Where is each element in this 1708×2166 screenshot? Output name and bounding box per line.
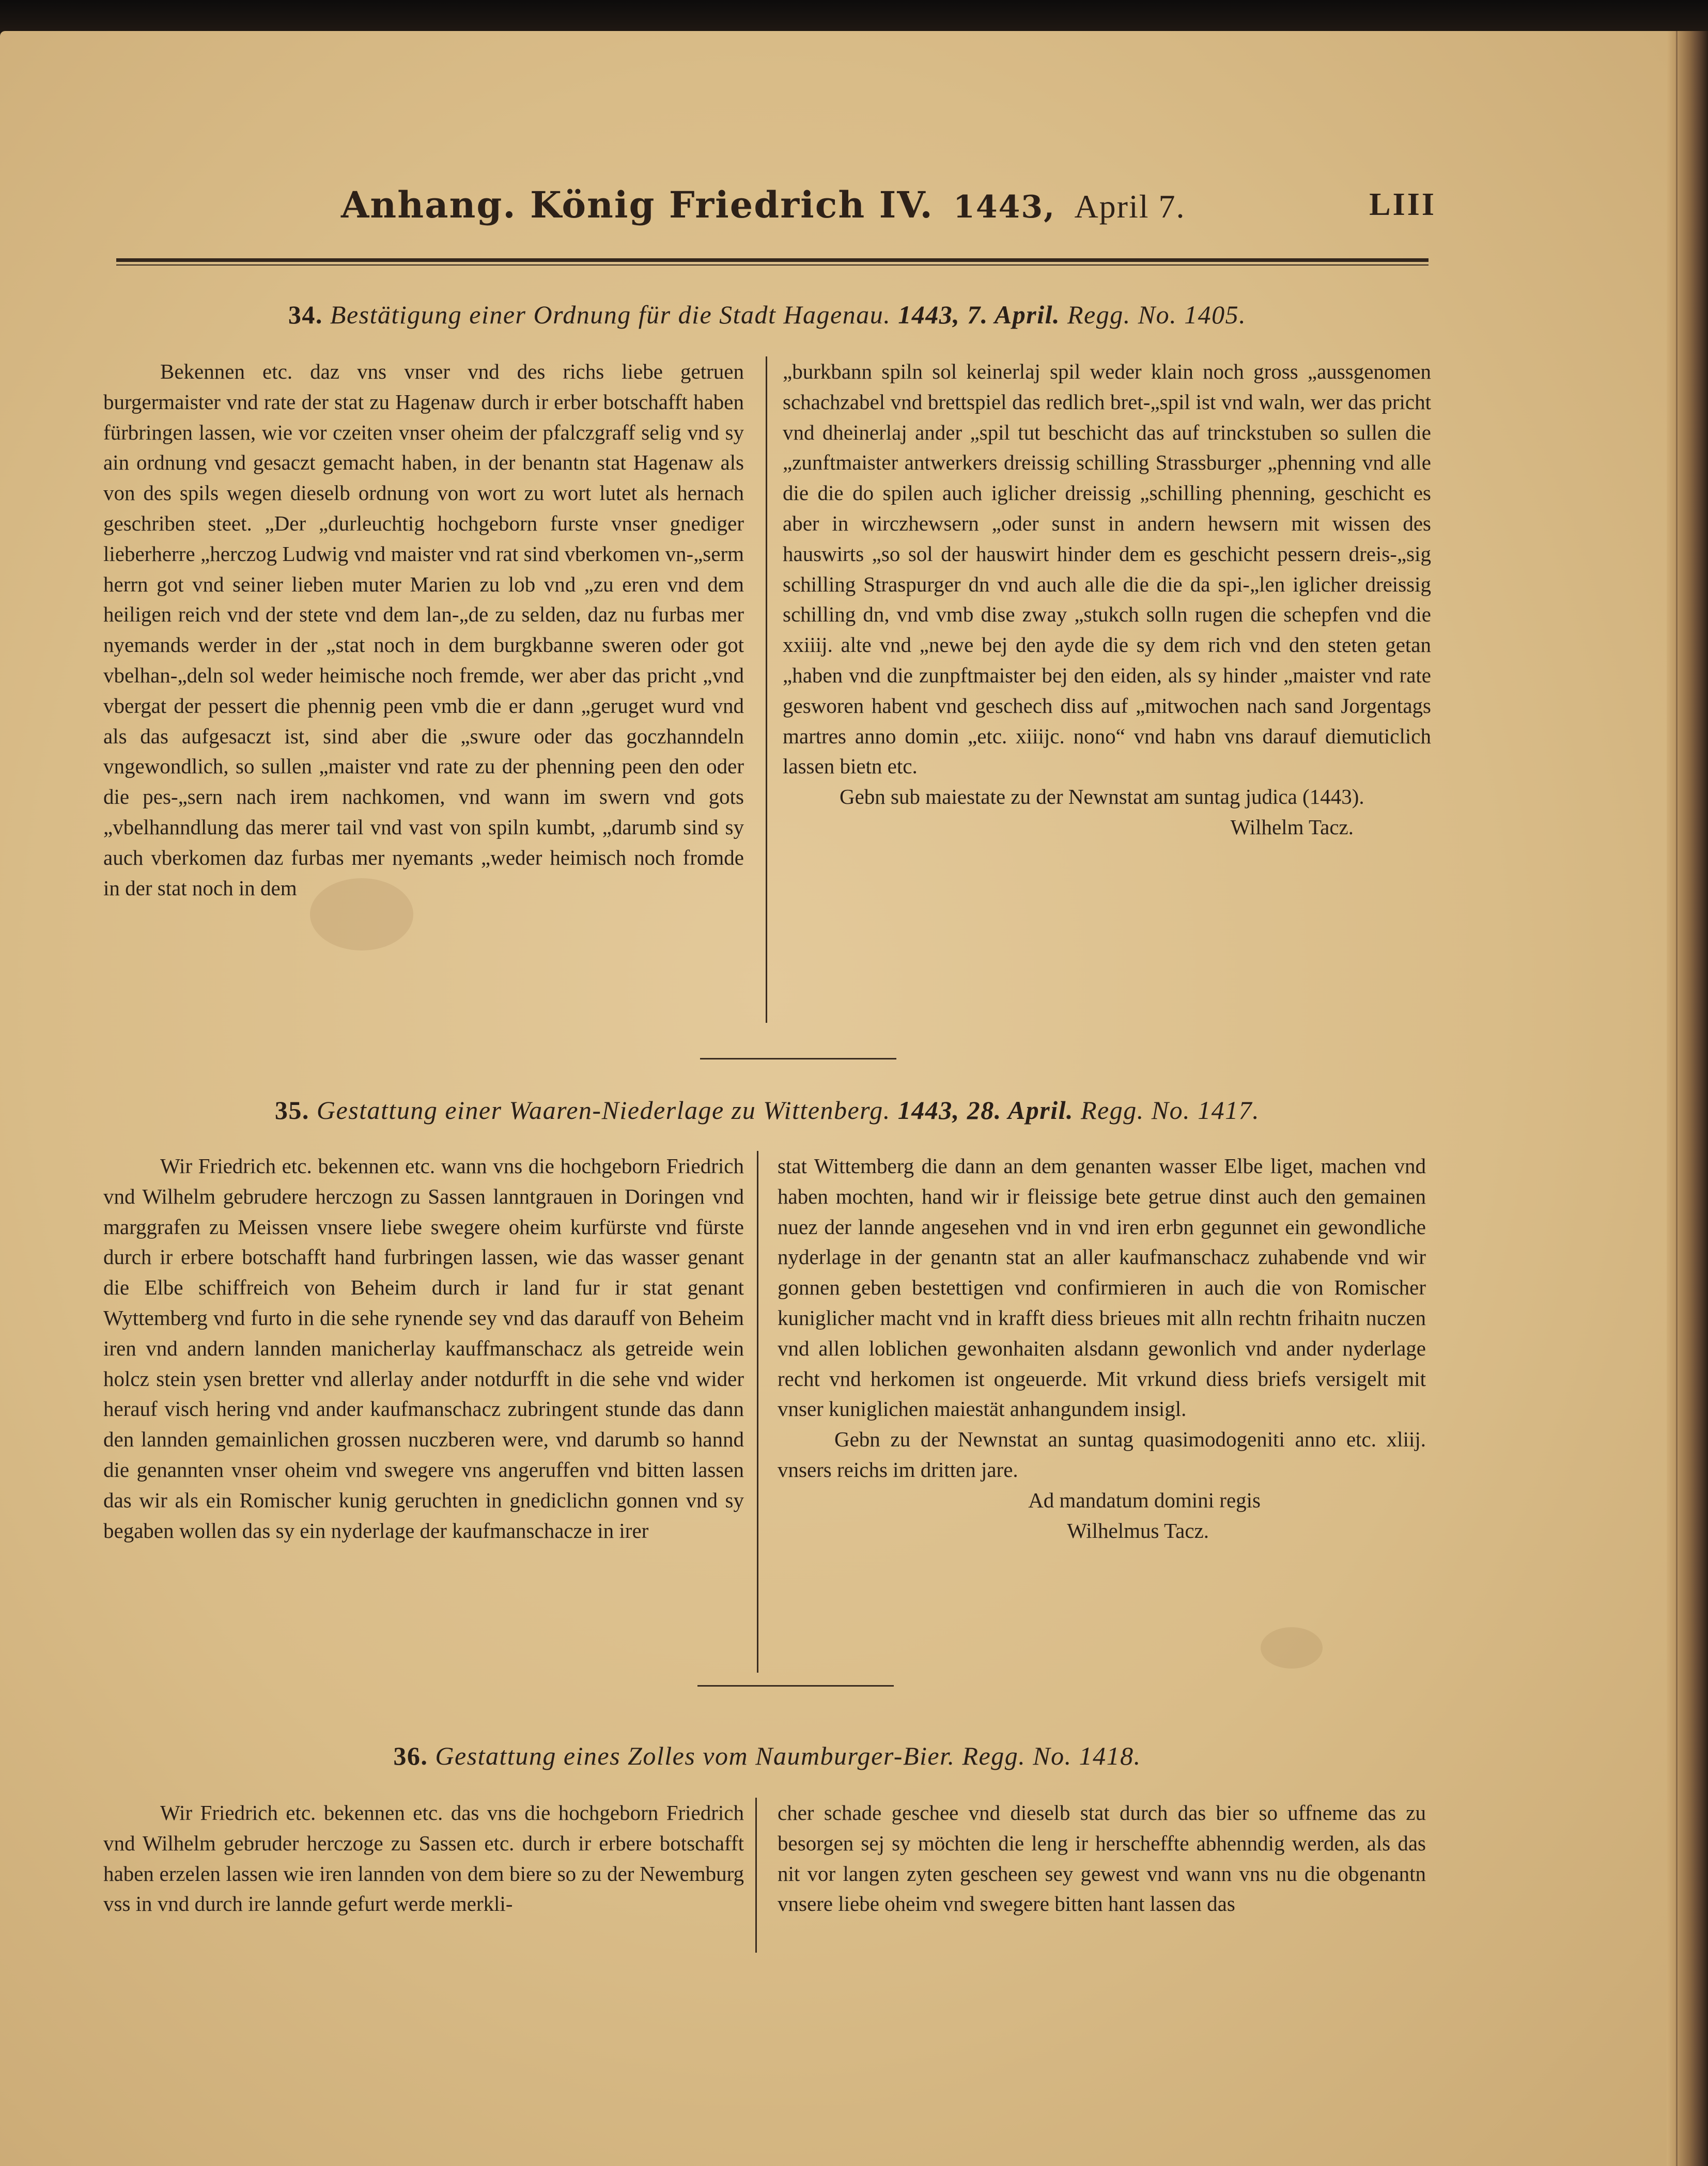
signature-mandate: Ad mandatum domini regis [1028, 1488, 1261, 1512]
document-reg: Regg. No. 1418. [962, 1741, 1141, 1770]
document-36 [103, 1741, 1431, 1916]
running-head-title [341, 183, 1186, 226]
document-date: 1443, 7. April. [898, 300, 1060, 329]
document-35 [103, 1095, 1431, 1542]
document-title [103, 1741, 1431, 1771]
running-head-date: April 7. [1074, 188, 1186, 225]
document-34 [103, 300, 1431, 900]
right-column [778, 1151, 1426, 1546]
section-separator [700, 1058, 896, 1059]
page-number: LIII [1369, 187, 1436, 222]
dating-clause: Gebn sub maiestate zu der Newnstat am suntag judica (1443). [840, 785, 1364, 809]
column-divider [755, 1798, 757, 1953]
header-rule [116, 258, 1428, 266]
dating-clause: Gebn zu der Newnstat an suntag quasimodogeniti anno etc. xliij. vnsers reichs im dritten jare. [778, 1427, 1426, 1482]
column-divider [757, 1151, 758, 1673]
paragraph: Bekennen etc. daz vns vnser vnd des richs liebe getruen burgermaister vnd rate der stat zu Hagenaw durch ir erber botschafft haben fürbringen lassen, wie vor czeiten vnser oheim der pfalczgraff selig vnd sy ain ordnung vnd gesaczt gemacht haben, in der benantn stat Hagenaw als von des spils wegen dieselb ordnung von wort zu wort lutet als hernach geschriben steet. „Der „durleuchtig hochgeborn furste vnser gnediger lieberherre „herczog Ludwig vnd maister vnd rat sind vberkomen vn-„serm herrn got vnd seiner lieben muter Marien zu lob vnd „zu eren vnd dem heiligen reich vnd der stete vnd dem lan-„de zu selden, daz nu furbas mer nyemands werder in der „stat noch in dem burgkbanne sweren oder got vbelhan-„deln sol weder heimische noch fremde, wer aber das pricht „vnd vbergat der pessert die phennig peen vmb die er dann „geruget wurd vnd als das aufgesaczt ist, sind aber die „swure oder das goczhanndeln vngewondlich, so sullen „maister vnd rate zu der phenning peen den oder die pes-„sern nach irem nachkomen, vnd wann im swern vnd gots „vbelhanndlung das merer tail vnd vast von spiln kumbt, „darumb sind sy auch vberkomen daz furbas mer nyemants „weder heimisch noch fromde in der stat noch in dem [103, 360, 744, 900]
paragraph: Wir Friedrich etc. bekennen etc. wann vns die hochgeborn Friedrich vnd Wilhelm gebrudere herczogn zu Sassen lanntgrauen in Doringen vnd marggrafen zu Meissen vnsere liebe swegere oheim kurfürste vnd fürste durch ir erbere botschafft hand furbringen lassen, wie das wasser genant die Elbe schiffreich von Beheim durch ir land fur ir stat genant Wyttemberg vnd furto in die sehe rynende sey vnd das darauff von Beheim iren vnd andern lannden manicherlay kauffmanschacz als getreide wein holcz stein ysen bretter vnd allerlay ander notdurfft in die sehe vnd wider herauf visch hering vnd ander kaufmanschacz zubringent stunde das dann den lannden gemainlichen grossen nuczberen were, vnd darumb so hannd die genannten vnser oheim vnd swegere vns angeruffen vnd bitten lassen das wir als ein Romischer kunig geruchten in gnediclichn gonnen vnd sy begaben wollen das sy ein nyderlage der kaufmanschacze in irer [103, 1154, 744, 1542]
document-heading: Bestätigung einer Ordnung für die Stadt Hagenau. [330, 300, 891, 329]
left-column [103, 1151, 744, 1546]
document-heading: Gestattung eines Zolles vom Naumburger-Bier. [435, 1741, 955, 1770]
document-number: 36. [393, 1741, 428, 1770]
left-column [103, 1798, 744, 1919]
paper-stain [1261, 1627, 1323, 1669]
signature: Wilhelmus Tacz. [1067, 1518, 1209, 1542]
document-heading: Gestattung einer Waaren-Niederlage zu Wittenberg. [316, 1096, 891, 1125]
section-separator [697, 1685, 894, 1687]
document-reg: Regg. No. 1405. [1067, 300, 1247, 329]
document-number: 35. [274, 1096, 309, 1125]
running-header [119, 183, 1436, 240]
document-date: 1443, 28. April. [897, 1096, 1074, 1125]
document-number: 34. [288, 300, 323, 329]
running-head-year: 1443, [953, 189, 1056, 225]
column-divider [766, 356, 767, 1023]
paragraph: Wir Friedrich etc. bekennen etc. das vns die hochgeborn Friedrich vnd Wilhelm gebruder herczoge zu Sassen etc. durch ir erbere botschafft haben erzelen lassen wie iren lannden von dem biere so zu der Newemburg vss in vnd durch ire lannde gefurt werde merkli- [103, 1801, 744, 1916]
book-binding [1667, 31, 1708, 2166]
right-column [778, 1798, 1426, 1919]
paragraph: „burkbann spiln sol keinerlaj spil weder klain noch gross „aussgenomen schachzabel vnd brettspiel das redlich bret-„spil ist vnd waln, wer das pricht vnd dheinerlaj ander „spil tut beschicht das auf trinckstuben so sullen die „zunftmaister antwerkers dreissig schilling Strassburger „phenning vnd alle die die do spilen auch iglicher dreissig „schilling phenning, geschicht es aber in wirczhewsern „oder sunst in andern hewsern mit wissen des hauswirts „so sol der hauswirt hinder dem es geschicht pessern dreis-„sig schilling Straspurger dn vnd auch alle die die da spi-„len iglicher dreissig schilling dn, vnd vmb dise zway „stukch solln rugen die schepfen vnd die xxiiij. alte vnd „newe bej den ayde die sy dem rich vnd den steten getan „haben vnd die zunpftmaister bej den eiden, als sy hinder „maister vnd rate gesworen habent vnd geschech diss auf „mitwochen nach sand Jorgentags martres anno domin „etc. xiiijc. nono“ vnd habn vns darauf diemuticlich lassen bietn etc. [783, 360, 1431, 778]
left-column [103, 356, 744, 903]
signature: Wilhelm Tacz. [1230, 815, 1354, 839]
document-title [103, 1095, 1431, 1125]
running-head-text: Anhang. König Friedrich IV. [341, 183, 934, 226]
document-title [103, 300, 1431, 330]
document-reg: Regg. No. 1417. [1081, 1096, 1260, 1125]
paragraph: cher schade geschee vnd dieselb stat durch das bier so uffneme das zu besorgen sej sy möchten die leng ir herscheffte abhenndig werden, als das nit vor langen zyten gescheen sey gewest vnd wann vns nu die obgenantn vnsere liebe oheim vnd swegere bitten hant lassen das [778, 1801, 1426, 1916]
paragraph: stat Wittemberg die dann an dem genanten wasser Elbe liget, machen vnd haben mochten, hand wir ir fleissige bete getrue dinst auch den gemainen nuez der lannde angesehen vnd in vnd iren erbn gegunnet ein gewondliche nyderlage in der genantn stat an aller kaufmanschacz zuhabende vnd wir gonnen geben bestettigen vnd confirmieren in auch die von Romischer kuniglicher macht vnd in krafft diess brieues mit alln rechtn frihaitn nuczen vnd allen loblichen gewonhaiten alsdann gewonlich vnd ander nyderlage recht vnd herkomen ist ongeuerde. Mit vrkund diess briefs versigelt mit vnser kuniglichen maiestät anhangundem insigl. [778, 1154, 1426, 1421]
right-column [783, 356, 1431, 843]
